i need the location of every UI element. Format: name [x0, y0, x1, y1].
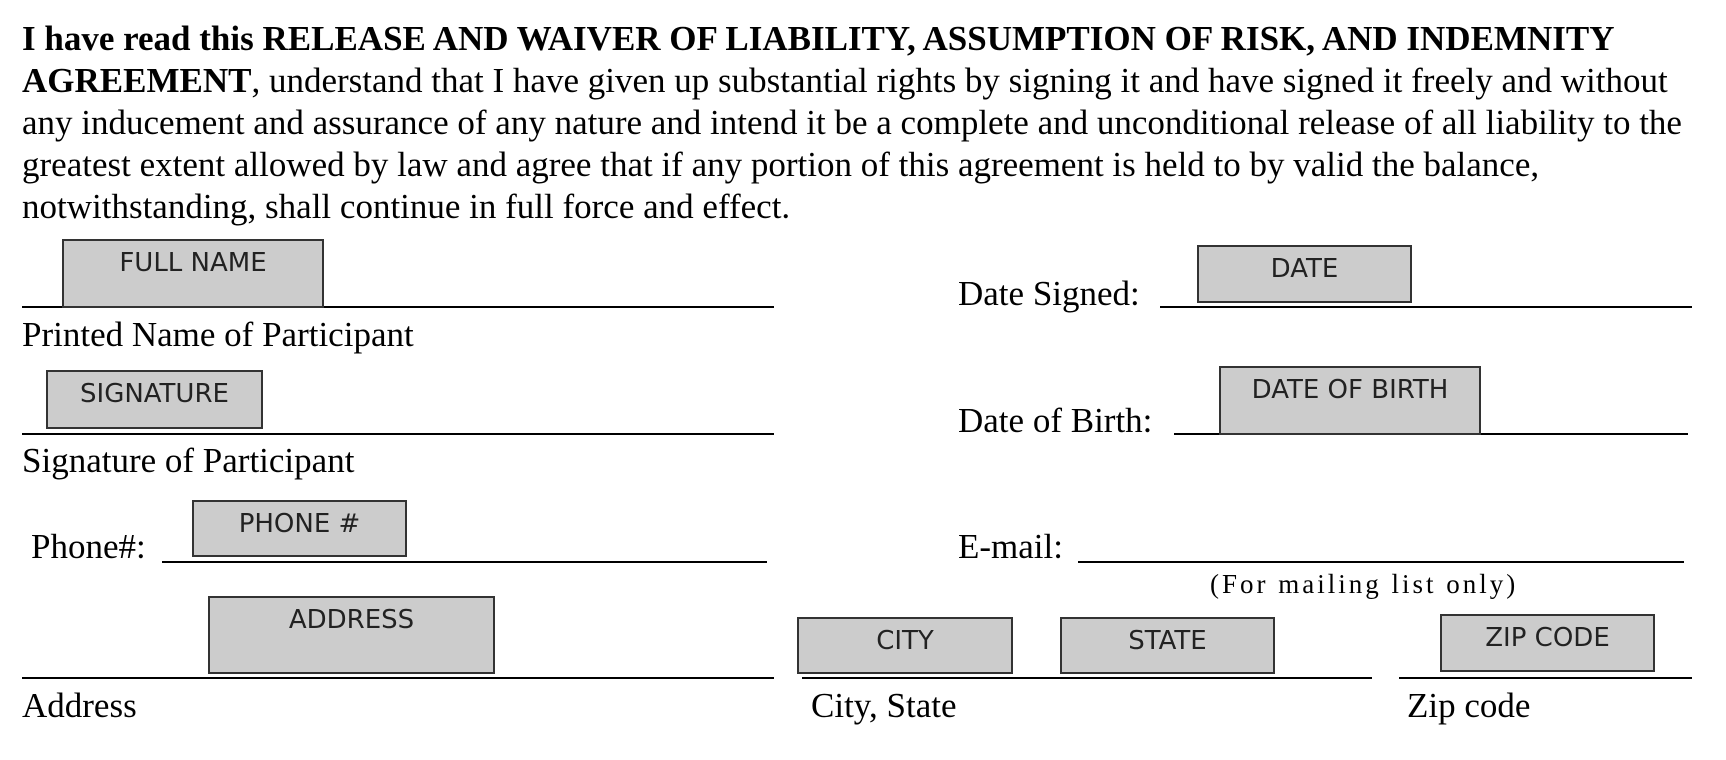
email-label: E-mail:	[958, 527, 1063, 566]
full-name-field[interactable]: FULL NAME	[62, 239, 324, 308]
agreement-paragraph	[22, 18, 1712, 228]
agreement-title: I have read this RELEASE AND WAIVER OF LIABILITY, ASSUMPTION OF RISK, AND INDEMNITY AGREEMENT	[22, 19, 1614, 100]
email-hint: (For mailing list only)	[1210, 569, 1519, 599]
date-of-birth-field[interactable]: DATE OF BIRTH	[1219, 366, 1481, 435]
address-field[interactable]: ADDRESS	[208, 596, 495, 674]
city-field[interactable]: CITY	[797, 617, 1013, 674]
signature-caption: Signature of Participant	[22, 441, 355, 480]
address-caption: Address	[22, 686, 137, 725]
address-line	[22, 677, 774, 679]
zip-caption: Zip code	[1407, 686, 1531, 725]
signature-field[interactable]: SIGNATURE	[46, 370, 263, 429]
phone-label: Phone#:	[31, 527, 146, 566]
date-signed-label: Date Signed:	[958, 274, 1140, 313]
zip-line	[1399, 677, 1692, 679]
date-signed-field[interactable]: DATE	[1197, 245, 1412, 303]
state-field[interactable]: STATE	[1060, 617, 1275, 674]
email-line	[1078, 561, 1684, 563]
city-state-line	[802, 677, 1372, 679]
agreement-body: , understand that I have given up substantial rights by signing it and have signed it freely and without any inducement and assurance of any nature and intend it be a complete and unconditional release of all liability to the greatest extent allowed by law and agree that if any portion of this agreement is held to by valid the balance, notwithstanding, shall continue in full force and effect.	[22, 61, 1682, 226]
date-signed-line	[1160, 306, 1692, 308]
printed-name-caption: Printed Name of Participant	[22, 315, 414, 354]
city-state-caption: City, State	[811, 686, 957, 725]
zip-code-field[interactable]: ZIP CODE	[1440, 614, 1655, 672]
phone-line	[162, 561, 767, 563]
date-of-birth-label: Date of Birth:	[958, 401, 1153, 440]
phone-field[interactable]: PHONE #	[192, 500, 407, 557]
signature-line	[22, 433, 774, 435]
